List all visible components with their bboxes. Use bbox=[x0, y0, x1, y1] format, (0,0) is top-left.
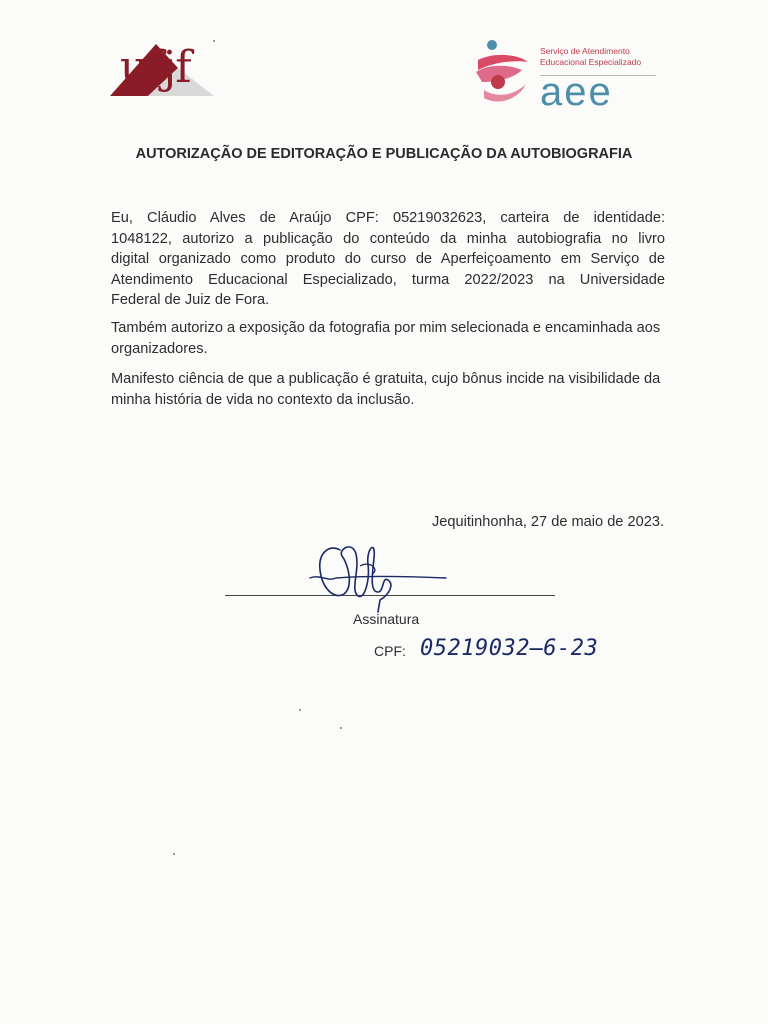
paragraph-line: 1048122, autorizo a publicação do conteúdo da minha autobiografia no livro bbox=[111, 230, 665, 247]
authorization-paragraph bbox=[111, 208, 665, 311]
aee-emblem-icon bbox=[474, 38, 536, 110]
paragraph-line: Eu, Cláudio Alves de Araújo CPF: 05219032623, carteira de identidade: bbox=[111, 210, 665, 226]
aee-subtitle bbox=[540, 46, 641, 68]
paragraph-line: Federal de Juiz de Fora. bbox=[111, 292, 270, 308]
aee-subtitle-line1: Serviço de Atendimento bbox=[540, 46, 630, 56]
aee-wordmark: aee bbox=[540, 70, 613, 114]
signature-label: Assinatura bbox=[353, 611, 420, 627]
date-line: Jequitinhonha, 27 de maio de 2023. bbox=[431, 514, 664, 530]
aee-logo bbox=[474, 38, 664, 114]
scan-speck bbox=[173, 853, 175, 855]
free-publication-paragraph: Manifesto ciência de que a publicação é gratuita, cujo bônus incide na visibilidade da minha história de vida no contexto da inclusão. bbox=[111, 371, 661, 408]
document-title: AUTORIZAÇÃO DE EDITORAÇÃO E PUBLICAÇÃO DA AUTOBIOGRAFIA bbox=[135, 146, 633, 162]
scan-speck bbox=[213, 40, 215, 42]
cpf-label: CPF: bbox=[374, 643, 406, 659]
paragraph-line: digital organizado como produto do curso de Aperfeiçoamento em Serviço de bbox=[111, 251, 665, 267]
photo-authorization-paragraph: Também autorizo a exposição da fotografia por mim selecionada e encaminhada aos organizadores. bbox=[111, 320, 661, 357]
ufjf-wordmark: ufjf bbox=[120, 42, 191, 93]
handwritten-signature bbox=[300, 530, 460, 614]
aee-subtitle-line2: Educacional Especializado bbox=[540, 57, 642, 67]
scan-speck bbox=[340, 727, 342, 729]
cpf-handwritten-value: 05219032̶6-23 bbox=[420, 636, 599, 661]
paragraph-line: Atendimento Educacional Especializado, turma 2022/2023 na Universidade bbox=[111, 271, 665, 288]
ufjf-logo bbox=[108, 38, 220, 102]
signature-scribble-icon bbox=[300, 530, 460, 614]
scan-speck bbox=[299, 709, 301, 711]
